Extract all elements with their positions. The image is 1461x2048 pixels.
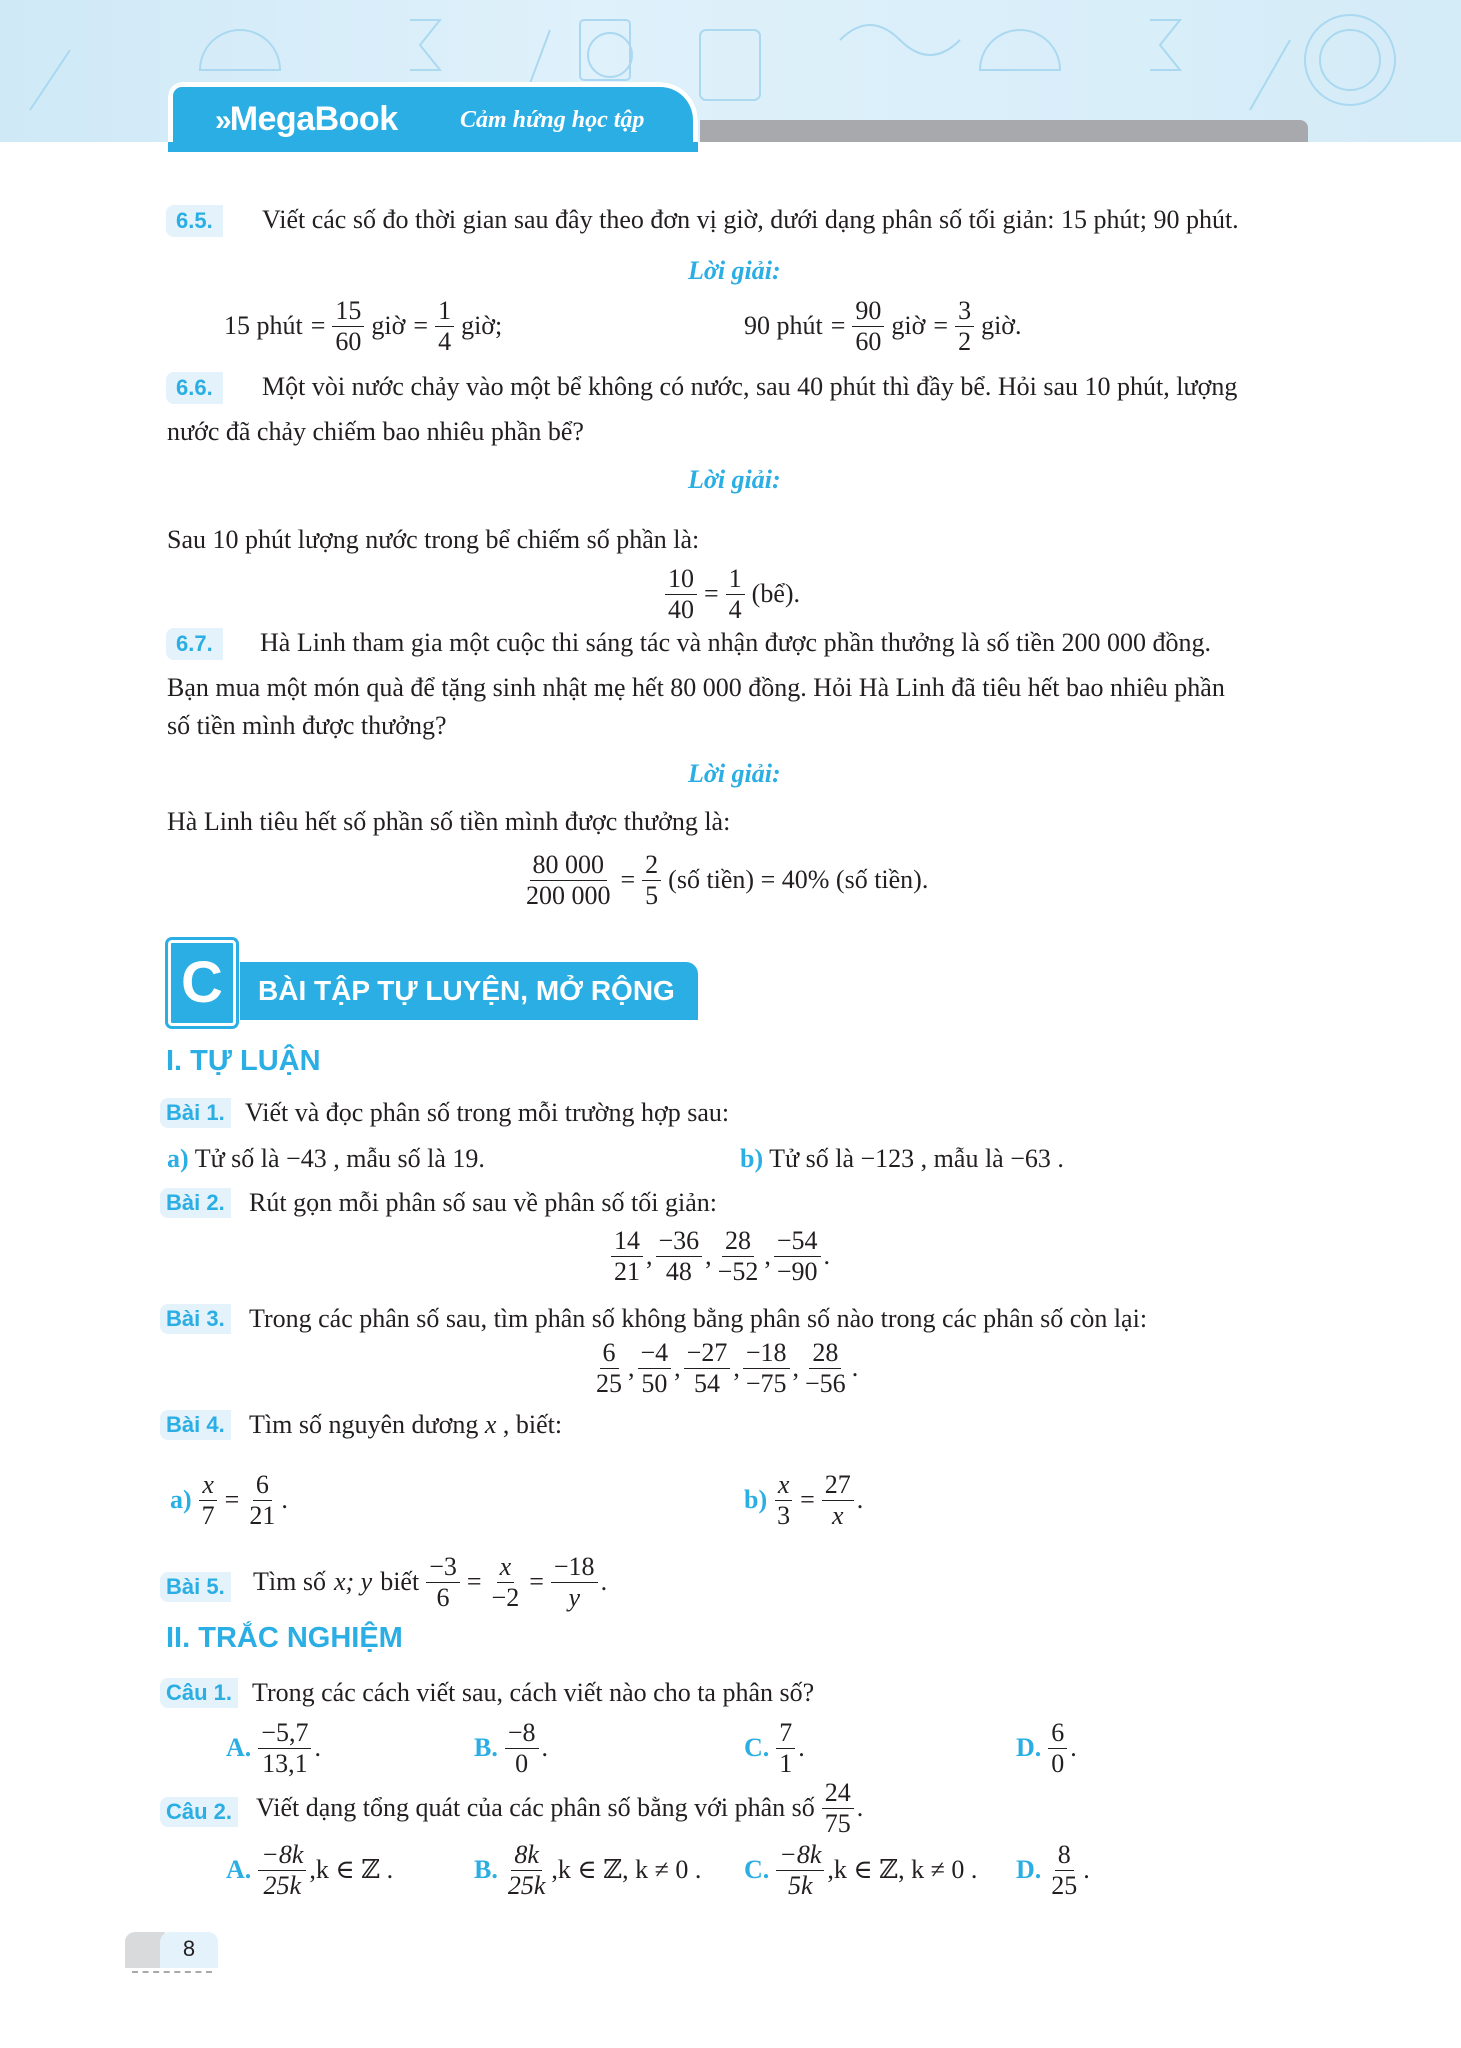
ex66-solution-text: Sau 10 phút lượng nước trong bể chiếm số phần là: — [167, 525, 700, 554]
ex65-right-formula: 90 phút = $\frac{90}{60}$ giờ = $\frac{3}{2}$ giờ. — [744, 296, 1022, 356]
solution-label: Lời giải: — [688, 256, 781, 285]
cau-2-option-a[interactable]: A. $\frac{-8k}{25k}$ ,k ∈ ℤ . — [226, 1840, 394, 1900]
ex65-left-formula: 15 phút = $\frac{15}{60}$ giờ = $\frac{1}{4}$ giờ; — [224, 296, 503, 356]
exercise-6-6-line2: nước đã chảy chiếm bao nhiêu phần bể? — [167, 417, 584, 446]
part-heading-tu-luan: I. TỰ LUẬN — [166, 1045, 321, 1077]
solution-label: Lời giải: — [688, 465, 781, 494]
exercise-label-6-7: 6.7. — [166, 628, 223, 660]
cau-2-option-d[interactable]: D. $\frac{8}{25}$ . — [1016, 1840, 1090, 1900]
exercise-label-6-5: 6.5. — [166, 205, 223, 237]
exercise-6-7-line3: số tiền mình được thưởng? — [167, 711, 447, 740]
part-heading-trac-nghiem: II. TRẮC NGHIỆM — [166, 1622, 403, 1654]
bai-5-text: Tìm số x; y biết $\frac{-3}{6}$ = $\frac{x}{-2}$ = $\frac{-18}{y}$ . — [253, 1552, 608, 1612]
exercise-label-6-6: 6.6. — [166, 372, 223, 404]
exercise-6-5-text: Viết các số đo thời gian sau đây theo đơn vị giờ, dưới dạng phân số tối giản: 15 phút; 90 phút. — [262, 205, 1239, 234]
cau-1-option-c[interactable]: C. $\frac{7}{1}$ . — [744, 1718, 805, 1778]
bai-4-label: Bài 4. — [160, 1410, 231, 1440]
megabook-logo: » MegaBook — [215, 100, 398, 138]
cau-1-text: Trong các cách viết sau, cách viết nào cho ta phân số? — [252, 1678, 815, 1707]
bai-4-b: b) $\frac{x}{3}$ = $\frac{27}{x}$ . — [744, 1470, 864, 1530]
header-grey-bar — [700, 120, 1308, 142]
bai-1-label: Bài 1. — [160, 1098, 231, 1128]
bai-3-fractions: $\frac{6}{25}$ , $\frac{-4}{50}$ , $\frac{-27}{54}$ , $\frac{-18}{-75}$ , $\frac{28}{-56}$ . — [596, 1338, 859, 1398]
section-title-bar: BÀI TẬP TỰ LUYỆN, MỞ RỘNG — [240, 962, 698, 1020]
cau-2-label: Câu 2. — [160, 1797, 238, 1827]
exercise-6-7-line1: Hà Linh tham gia một cuộc thi sáng tác và nhận được phần thưởng là số tiền 200 000 đồng. — [260, 628, 1212, 657]
logo-mark-icon: » — [215, 104, 226, 137]
bai-1-a: a) Tử số là −43 , mẫu số là 19. — [167, 1144, 485, 1173]
bai-1-text: Viết và đọc phân số trong mỗi trường hợp sau: — [245, 1098, 730, 1127]
cau-2-option-b[interactable]: B. $\frac{8k}{25k}$ ,k ∈ ℤ, k ≠ 0 . — [474, 1840, 702, 1900]
bai-4-text: Tìm số nguyên dương x , biết: — [249, 1410, 563, 1439]
solution-label: Lời giải: — [688, 759, 781, 788]
section-letter-badge: C — [168, 940, 236, 1026]
cau-2-text: Viết dạng tổng quát của các phân số bằng với phân số $\frac{24}{75}$ . — [256, 1778, 864, 1838]
footer-dash-line — [132, 1971, 212, 1973]
bai-3-text: Trong các phân số sau, tìm phân số không bằng phân số nào trong các phân số còn lại: — [249, 1304, 1148, 1333]
cau-1-label: Câu 1. — [160, 1678, 238, 1708]
ex67-formula: $\frac{80 000}{200 000}$ = $\frac{2}{5}$ (số tiền) = 40% (số tiền). — [526, 850, 929, 910]
bai-2-fractions: $\frac{14}{21}$ , $\frac{-36}{48}$ , $\frac{28}{-52}$ , $\frac{-54}{-90}$ . — [608, 1226, 830, 1287]
page-number-tab-grey — [125, 1932, 165, 1968]
bai-3-label: Bài 3. — [160, 1304, 231, 1334]
ex67-solution-text: Hà Linh tiêu hết số phần số tiền mình được thưởng là: — [167, 807, 731, 836]
cau-1-option-b[interactable]: B. $\frac{-8}{0}$ . — [474, 1718, 549, 1778]
cau-2-option-c[interactable]: C. $\frac{-8k}{5k}$ ,k ∈ ℤ, k ≠ 0 . — [744, 1840, 978, 1900]
bai-1-b: b) Tử số là −123 , mẫu là −63 . — [740, 1144, 1064, 1173]
bai-5-label: Bài 5. — [160, 1572, 231, 1602]
page-number: 8 — [160, 1932, 218, 1968]
bai-2-label: Bài 2. — [160, 1188, 231, 1218]
brand-tagline: Cảm hứng học tập — [460, 107, 645, 133]
bai-4-a: a) $\frac{x}{7}$ = $\frac{6}{21}$ . — [170, 1470, 288, 1530]
exercise-6-6-line1: Một vòi nước chảy vào một bể không có nước, sau 40 phút thì đầy bể. Hỏi sau 10 phút, lượng — [262, 372, 1238, 401]
brand-underline — [168, 142, 698, 152]
bai-2-text: Rút gọn mỗi phân số sau về phân số tối giản: — [249, 1188, 717, 1217]
cau-1-option-d[interactable]: D. $\frac{6}{0}$ . — [1016, 1718, 1077, 1778]
exercise-6-7-line2: Bạn mua một món quà để tặng sinh nhật mẹ hết 80 000 đồng. Hỏi Hà Linh đã tiêu hết bao nhiêu phần — [167, 673, 1225, 702]
ex66-formula: $\frac{10}{40}$ = $\frac{1}{4}$ (bể). — [662, 564, 804, 625]
cau-1-option-a[interactable]: A. $\frac{-5,7}{13,1}$ . — [226, 1718, 321, 1778]
